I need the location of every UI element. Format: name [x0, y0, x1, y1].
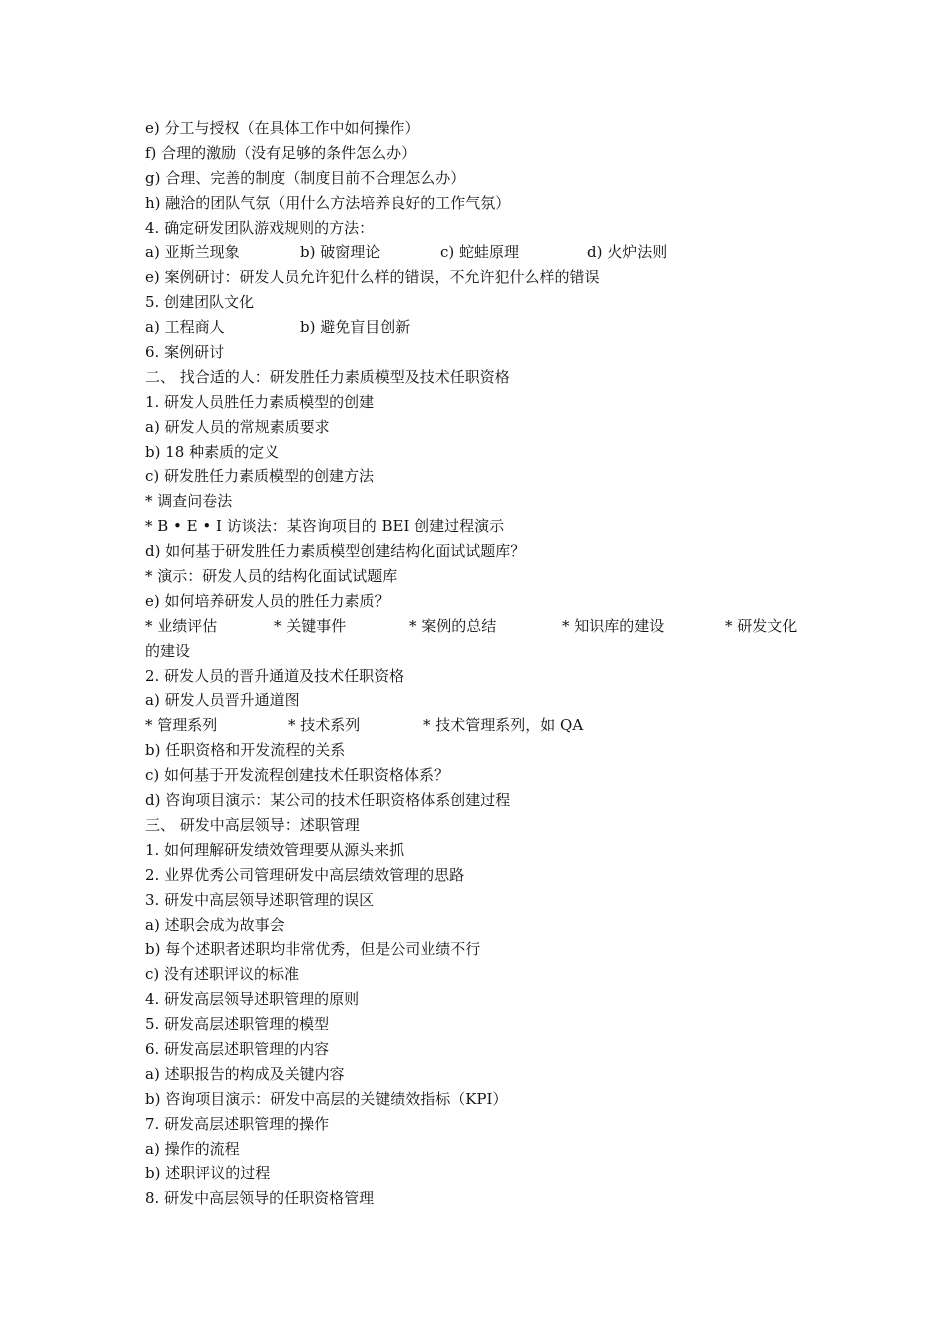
text-segment: d) 火炉法则	[587, 243, 668, 262]
text-segment: * 业绩评估	[145, 616, 218, 635]
text-line	[145, 738, 825, 763]
text-segment: 1. 如何理解研发绩效管理要从源头来抓	[145, 840, 405, 859]
text-line	[145, 440, 825, 465]
text-line	[145, 589, 825, 614]
text-segment: c) 没有述职评议的标准	[145, 965, 300, 984]
text-segment: 5. 创建团队文化	[145, 293, 255, 312]
text-line	[145, 664, 825, 689]
text-line	[145, 489, 825, 514]
text-segment: * 研发文化	[725, 616, 798, 635]
text-segment: 4. 研发高层领导述职管理的原则	[145, 990, 360, 1009]
text-segment: g) 合理、完善的制度（制度目前不合理怎么办）	[145, 168, 466, 187]
text-segment: a) 研发人员的常规素质要求	[145, 417, 330, 436]
text-line	[145, 863, 825, 888]
text-line	[145, 141, 825, 166]
text-segment: * 技术管理系列，如 QA	[423, 716, 584, 735]
text-segment: b) 述职评议的过程	[145, 1164, 271, 1183]
text-segment: 2. 研发人员的晋升通道及技术任职资格	[145, 666, 405, 685]
text-segment: e) 案例研讨：研发人员允许犯什么样的错误，不允许犯什么样的错误	[145, 268, 600, 287]
text-line	[145, 713, 825, 738]
text-segment: * 调查问卷法	[145, 492, 233, 511]
text-line	[145, 514, 825, 539]
text-segment: 8. 研发中高层领导的任职资格管理	[145, 1189, 375, 1208]
text-line	[145, 191, 825, 216]
text-line	[145, 240, 825, 265]
text-line	[145, 788, 825, 813]
text-segment: a) 述职会成为故事会	[145, 915, 285, 934]
text-line	[145, 838, 825, 863]
text-segment: 5. 研发高层述职管理的模型	[145, 1015, 330, 1034]
text-line	[145, 340, 825, 365]
text-line	[145, 539, 825, 564]
text-segment: * B • E • I 访谈法：某咨询项目的 BEI 创建过程演示	[145, 517, 505, 536]
text-segment: 6. 研发高层述职管理的内容	[145, 1039, 330, 1058]
text-line	[145, 688, 825, 713]
text-segment: * 关键事件	[274, 616, 347, 635]
text-segment: c) 蛇蛙原理	[440, 243, 520, 262]
text-segment: b) 破窗理论	[300, 243, 381, 262]
text-line	[145, 116, 825, 141]
document-page	[145, 116, 825, 1211]
text-segment: d) 咨询项目演示：某公司的技术任职资格体系创建过程	[145, 791, 511, 810]
text-segment: 1. 研发人员胜任力素质模型的创建	[145, 392, 375, 411]
text-segment: * 案例的总结	[409, 616, 497, 635]
text-segment: b) 每个述职者述职均非常优秀，但是公司业绩不行	[145, 940, 481, 959]
text-segment: a) 操作的流程	[145, 1139, 240, 1158]
section-heading	[145, 813, 825, 838]
text-segment: e) 分工与授权（在具体工作中如何操作）	[145, 119, 420, 137]
text-line	[145, 763, 825, 788]
text-segment: b) 咨询项目演示：研发中高层的关键绩效指标（KPI）	[145, 1089, 508, 1108]
text-segment: * 技术系列	[288, 716, 361, 735]
text-line	[145, 614, 825, 639]
text-line	[145, 1112, 825, 1137]
text-segment: b) 任职资格和开发流程的关系	[145, 741, 346, 760]
text-segment: c) 研发胜任力素质模型的创建方法	[145, 467, 375, 486]
text-segment: 三、 研发中高层领导：述职管理	[145, 815, 360, 834]
text-line	[145, 1186, 825, 1211]
text-line	[145, 888, 825, 913]
text-segment: 7. 研发高层述职管理的操作	[145, 1114, 330, 1133]
text-line	[145, 987, 825, 1012]
text-line	[145, 1137, 825, 1162]
text-segment: b) 18 种素质的定义	[145, 442, 280, 461]
text-line	[145, 265, 825, 290]
text-segment: a) 研发人员晋升通道图	[145, 691, 300, 710]
text-line	[145, 1062, 825, 1087]
text-segment: a) 亚斯兰现象	[145, 243, 240, 262]
text-line	[145, 639, 825, 664]
text-line	[145, 1037, 825, 1062]
text-line	[145, 1161, 825, 1186]
text-line	[145, 464, 825, 489]
text-line	[145, 913, 825, 938]
text-segment: f) 合理的激励（没有足够的条件怎么办）	[145, 143, 417, 162]
text-line	[145, 166, 825, 191]
text-line	[145, 390, 825, 415]
text-line	[145, 216, 825, 241]
text-segment: c) 如何基于开发流程创建技术任职资格体系？	[145, 766, 450, 785]
text-line	[145, 1087, 825, 1112]
text-segment: 4. 确定研发团队游戏规则的方法：	[145, 218, 375, 237]
text-segment: e) 如何培养研发人员的胜任力素质？	[145, 591, 390, 610]
text-segment: d) 如何基于研发胜任力素质模型创建结构化面试试题库？	[145, 542, 526, 561]
text-segment: 二、 找合适的人：研发胜任力素质模型及技术任职资格	[145, 367, 510, 386]
text-line	[145, 315, 825, 340]
text-line	[145, 415, 825, 440]
text-segment: 3. 研发中高层领导述职管理的误区	[145, 890, 375, 909]
text-segment: 2. 业界优秀公司管理研发中高层绩效管理的思路	[145, 865, 465, 884]
text-segment: h) 融洽的团队气氛（用什么方法培养良好的工作气氛）	[145, 193, 511, 212]
text-segment: * 管理系列	[145, 716, 218, 735]
text-segment: a) 工程商人	[145, 318, 225, 337]
text-segment: a) 述职报告的构成及关键内容	[145, 1064, 345, 1083]
text-segment: b) 避免盲目创新	[300, 318, 411, 337]
text-line	[145, 937, 825, 962]
text-segment: * 演示：研发人员的结构化面试试题库	[145, 567, 398, 586]
text-segment: 的建设	[145, 641, 191, 660]
text-line	[145, 290, 825, 315]
section-heading	[145, 365, 825, 390]
text-segment: 6. 案例研讨	[145, 343, 225, 362]
text-line	[145, 1012, 825, 1037]
text-line	[145, 962, 825, 987]
text-segment: * 知识库的建设	[562, 616, 665, 635]
text-line	[145, 564, 825, 589]
